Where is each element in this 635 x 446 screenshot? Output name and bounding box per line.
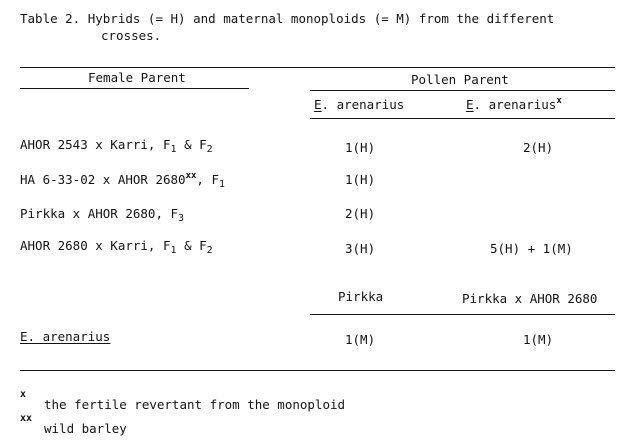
female-parent-rule — [20, 88, 249, 89]
row-4-col-1: 3(H) — [345, 241, 376, 256]
col-header-pirkka: Pirkka — [338, 289, 384, 304]
row-5-col-1: 1(M) — [345, 332, 376, 347]
footnote-2-text: wild barley — [44, 421, 127, 436]
bottom-rule — [20, 370, 615, 371]
female-parent-header: Female Parent — [88, 70, 186, 85]
table-caption-line-1: Table 2. Hybrids (= H) and maternal monoploids (= M) from the different — [20, 11, 555, 26]
pollen-parent-rule — [310, 90, 615, 91]
footnote-mark-x: x — [556, 96, 562, 106]
top-rule — [20, 67, 615, 68]
row-5-col-2: 1(M) — [523, 332, 554, 347]
footnote-2-mark: xx — [20, 413, 33, 424]
row-2-female-parent: HA 6-33-02 x AHOR 2680$^{xx}$, $F_1$ — [20, 171, 226, 190]
footnote-1-mark: x — [20, 389, 27, 400]
col-header-e-arenarius: E. arenarius — [314, 97, 405, 112]
table-caption-line-2: crosses. — [101, 28, 162, 43]
column-header-rule — [310, 118, 615, 119]
row-1-col-1: 1(H) — [345, 140, 376, 155]
row-5-female-parent: E. arenarius — [20, 329, 111, 344]
row-3-female-parent: Pirkka x AHOR 2680, $F_3$ — [20, 206, 185, 224]
row-4-col-2: 5(H) + 1(M) — [490, 241, 573, 256]
pollen-parent-header: Pollen Parent — [411, 72, 509, 87]
row-1-col-2: 2(H) — [523, 140, 554, 155]
footnote-1-text: the fertile revertant from the monoploid — [44, 397, 346, 412]
row-4-female-parent: AHOR 2680 x Karri, $F_1$ & $F_2$ — [20, 238, 213, 256]
col-header-e-arenarius-revertant: E. arenarius$^x$ — [466, 96, 562, 112]
row-3-col-1: 2(H) — [345, 206, 376, 221]
row-2-col-1: 1(H) — [345, 172, 376, 187]
col-header-pirkka-x-ahor: Pirkka x AHOR 2680 — [462, 291, 598, 306]
second-header-rule — [310, 314, 615, 315]
row-1-female-parent: AHOR 2543 x Karri, $F_1$ & $F_2$ — [20, 137, 213, 155]
